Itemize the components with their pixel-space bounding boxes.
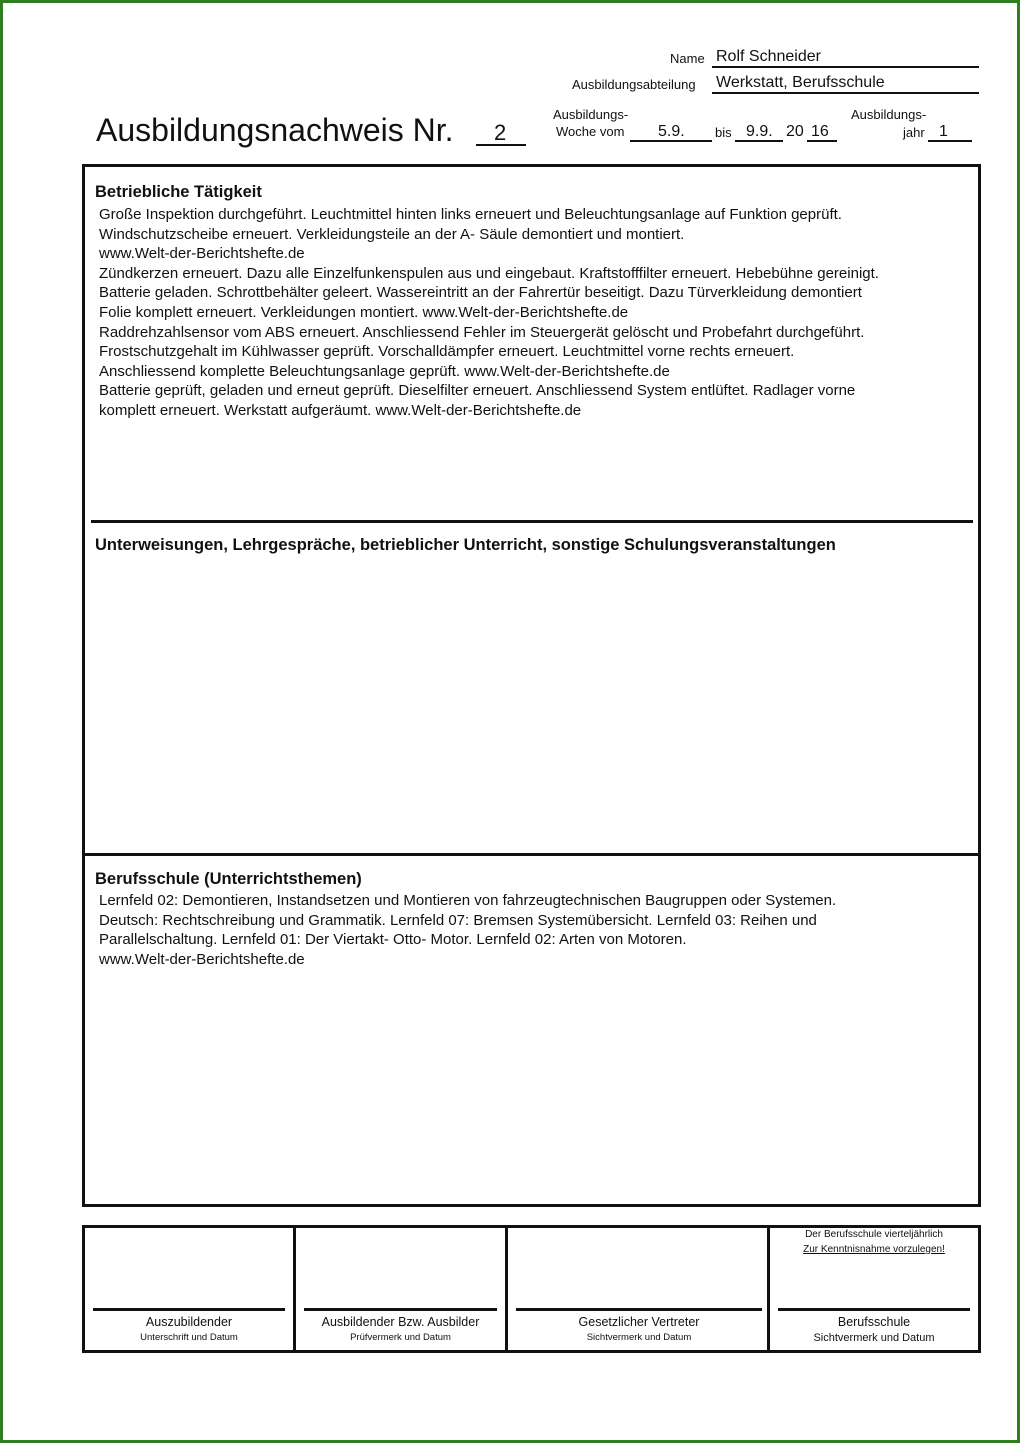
page-title: Ausbildungsnachweis Nr.: [96, 112, 454, 148]
week-label-1: Ausbildungs-: [553, 107, 629, 122]
signature-cell-berufsschule[interactable]: [770, 1228, 978, 1350]
signature-role: Ausbildender Bzw. Ausbilder: [321, 1315, 480, 1329]
week-label-2: Woche vom: [556, 124, 625, 139]
signature-box: [82, 1225, 981, 1353]
year-line: [807, 140, 837, 142]
signature-line: [93, 1308, 285, 1311]
week-from[interactable]: 5.9.: [658, 123, 685, 140]
signature-role: Auszubildender: [145, 1315, 233, 1329]
signature-line: [516, 1308, 762, 1311]
name-value[interactable]: Rolf Schneider: [716, 48, 821, 65]
week-from-line: [630, 140, 712, 142]
dept-value[interactable]: Werkstatt, Berufsschule: [716, 74, 885, 91]
signature-sub: Unterschrift und Datum: [140, 1332, 238, 1343]
section-text-betrieb[interactable]: Große Inspektion durchgeführt. Leuchtmittel hinten links erneuert und Beleuchtungsanlage auf Funktion geprüft. Windschutzscheibe erneuert. Verkleidungsteile an der A- Säule demontiert und montiert. www.Welt-der-Berichtshefte.de Zündkerzen erneuert. Dazu alle Einzelfunkenspulen aus und eingebaut. Kraftstofffilter erneuert. Hebebühne gereinigt. Batterie geladen. Schrottbehälter geleert. Wassereintritt an der Fahrertür beseitigt. Dazu Türverkleidung demontiert Folie komplett erneuert. Verkleidungen montiert. www.Welt-der-Berichtshefte.de Raddrehzahlsensor vom ABS erneuert. Anschliessend Fehler im Steuergerät gelöscht und Probefahrt durchgeführt. Frostschutzgehalt im Kühlwasser geprüft. Vorschalldämpfer erneuert. Leuchtmittel vorne rechts erneuert. Anschliessend komplette Beleuchtungsanlage geprüft. www.Welt-der-Berichtshefte.de Batterie geprüft, geladen und erneut geprüft. Dieselfilter erneuert. Anschliessend System entlüftet. Radlager vorne komplett erneuert. Werkstatt aufgeräumt. www.Welt-der-Berichtshefte.de: [99, 206, 879, 419]
number-line: [476, 144, 526, 146]
signature-line: [778, 1308, 970, 1311]
signature-cell-ausbilder[interactable]: [296, 1228, 505, 1350]
section-title-betrieb: Betriebliche Tätigkeit: [95, 183, 262, 201]
signature-sub: Sichtvermerk und Datum: [586, 1332, 692, 1343]
jahr-label-1: Ausbildungs-: [851, 107, 927, 122]
signature-cell-azubi[interactable]: [85, 1228, 293, 1350]
signature-sub: Prüfvermerk und Datum: [350, 1332, 451, 1343]
week-to[interactable]: 9.9.: [746, 123, 773, 140]
report-main-box: [82, 164, 981, 1207]
report-number[interactable]: 2: [494, 120, 507, 145]
berufsschule-note-2: Zur Kenntnisnahme vorzulegen!: [803, 1244, 945, 1255]
signature-line: [304, 1308, 497, 1311]
signature-sub: Sichtvermerk und Datum: [813, 1332, 935, 1344]
name-line: [712, 66, 979, 68]
berufsschule-note-1: Der Berufsschule vierteljährlich: [805, 1229, 943, 1240]
jahr-value[interactable]: 1: [939, 123, 948, 140]
year-suffix[interactable]: 16: [811, 123, 829, 140]
section-divider-2: [85, 853, 978, 856]
section-title-unterweisung: Unterweisungen, Lehrgespräche, betrieblicher Unterricht, sonstige Schulungsveranstaltungen: [95, 536, 836, 554]
signature-role: Berufsschule: [837, 1315, 911, 1329]
section-text-schule[interactable]: Lernfeld 02: Demontieren, Instandsetzen und Montieren von fahrzeugtechnischen Baugruppen oder Systemen. Deutsch: Rechtschreibung und Grammatik. Lernfeld 07: Bremsen Systemübersicht. Lernfeld 03: Reihen und Parallelschaltung. Lernfeld 01: Der Viertakt- Otto- Motor. Lernfeld 02: Arten von Motoren. www.Welt-der-Berichtshefte.de: [99, 892, 837, 968]
section-divider-1: [91, 520, 973, 523]
week-to-line: [735, 140, 783, 142]
section-text-unterweisung[interactable]: [99, 562, 969, 852]
jahr-label-2: jahr: [903, 125, 925, 140]
year-prefix: 20: [786, 123, 804, 140]
signature-role: Gesetzlicher Vertreter: [578, 1315, 700, 1329]
dept-label: Ausbildungsabteilung: [572, 77, 696, 92]
signature-cell-vertreter[interactable]: [508, 1228, 770, 1350]
section-title-schule: Berufsschule (Unterrichtsthemen): [95, 870, 362, 888]
bis-label: bis: [715, 125, 732, 140]
jahr-line: [928, 140, 972, 142]
dept-line: [712, 92, 979, 94]
name-label: Name: [670, 51, 705, 66]
